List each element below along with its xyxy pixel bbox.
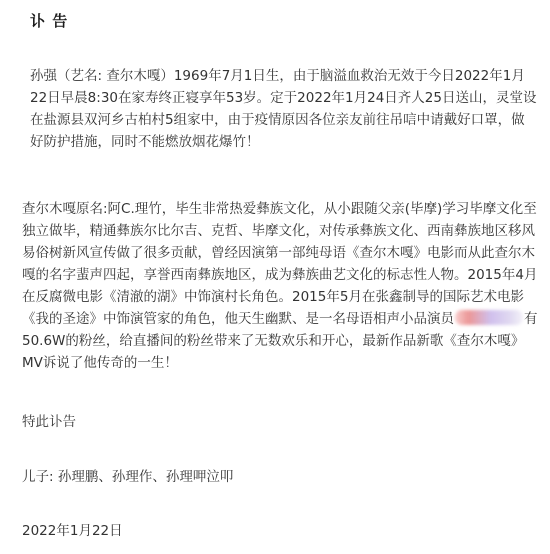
notice-date: 2022年1月22日 <box>22 523 123 539</box>
biography-text-part-1: 查尔木嘎原名:阿C.理竹，毕生非常热爱彝族文化，从小跟随父亲(毕摩)学习毕摩文化至独立做毕，精通彝族尔比尔吉、克哲、毕摩文化，对传承彝族文化、西南彝族地区移风易俗树新风宣传做了很多贡献，曾经因演第一部纯母语《查尔木嘎》电影而从此查尔木嘎的名字蜚声四起，享誉西南彝族地区，成为彝族曲艺文化的标志性人物。2015年4月在反腐微电影《清澈的湖》中饰演村长角色。2015年5月在张鑫制导的国际艺术电影《我的圣途》中饰演管家的角色，他天生幽默、是一名母语相声小品演员 <box>22 201 538 327</box>
notice-paragraph-biography <box>22 198 538 374</box>
biography-text-part-2: 有50.6W的粉丝，给直播间的粉丝带来了无数欢乐和开心，最新作品新歌《查尔木嘎》MV诉说了他传奇的一生！ <box>22 311 538 371</box>
blurred-redaction-mask <box>455 310 523 325</box>
notice-title: 讣 告 <box>30 12 69 30</box>
notice-closing: 特此讣告 <box>22 414 76 430</box>
notice-sons-signature: 儿子: 孙理鹏、孙理作、孙理呷泣叩 <box>22 469 234 485</box>
notice-paragraph-death-and-funeral: 孙强（艺名: 查尔木嘎）1969年7月1日生，由于脑溢血救治无效于今日2022年1月22日早晨8:30在家寿终正寝享年53岁。定于2022年1月24日齐人25日送山，灵堂设在盐源县双河乡古柏村5组家中，由于疫情原因各位亲友前往吊唁中请戴好口罩，做好防护措施，同时不能燃放烟花爆竹！ <box>30 68 537 150</box>
